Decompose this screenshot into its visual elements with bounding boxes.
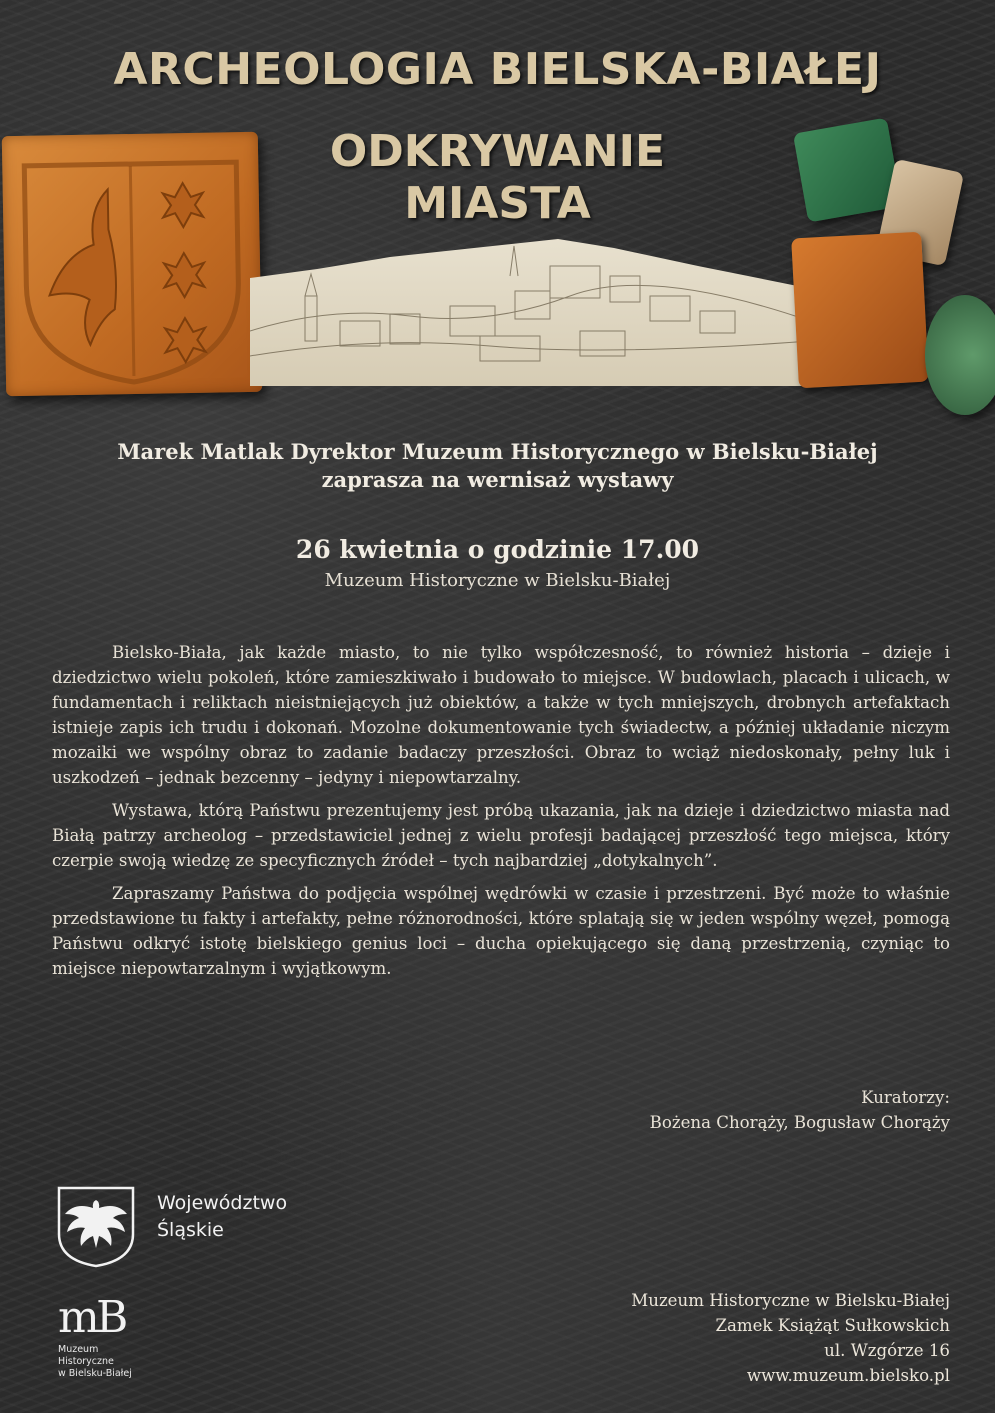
- subtitle-line-2: MIASTA: [404, 178, 591, 229]
- invitation-line-1: Marek Matlak Dyrektor Muzeum Historycznego w Bielsku-Białej: [117, 439, 878, 464]
- event-venue: Muzeum Historyczne w Bielsku-Białej: [324, 570, 671, 591]
- invitation-line-2: zaprasza na wernisaż wystawy: [321, 467, 674, 492]
- curators-label: Kuratorzy:: [861, 1088, 950, 1107]
- subtitle-line-1: ODKRYWANIE: [329, 126, 666, 177]
- paragraph-1: Bielsko-Biała, jak każde miasto, to nie tylko współczesność, to również historia – dzieje i dziedzictwo wielu pokoleń, które zamieszkiwało i budowało to miejsce. W budowlach, placach i ulicach, w fundamentach i reliktach nieistniejących już obiektów, a także w tych mniejszych, drobnych artefaktach istnieje zapis ich trudu i dokonań. Mozolne dokumentowanie tych świadectw, a później układanie niczym mozaiki we wspólny obraz to zadanie badaczy przeszłości. Obraz to wciąż niedoskonały, pełny luk i uszkodzeń – jednak bezcenny – jedyny i niepowtarzalny.: [52, 643, 950, 787]
- museum-logo-line-2: Historyczne: [58, 1356, 114, 1367]
- paragraph-2: Wystawa, którą Państwu prezentujemy jest próbą ukazania, jak na dzieje i dziedzictwo miasta nad Białą patrzy archeolog – przedstawiciel jednej z wielu profesji badającej przeszłość tego miejsca, który czerpie swoją wiedzę ze specyficznych źródeł – tych najbardziej „dotykalnych”.: [52, 801, 950, 870]
- town-panorama-icon: [250, 236, 810, 386]
- curators-block: [650, 1085, 950, 1135]
- region-name: [157, 1190, 287, 1244]
- orange-tile-fragment: [791, 232, 929, 389]
- exhibition-description: [52, 640, 950, 989]
- svg-text:m: m: [58, 1292, 100, 1340]
- address-line-2: Zamek Książąt Sułkowskich: [715, 1316, 950, 1335]
- invitation-text: [0, 438, 995, 494]
- curators-names: Bożena Chorąży, Bogusław Chorąży: [649, 1113, 950, 1132]
- coat-of-arms-relief-icon: [2, 132, 262, 396]
- museum-logo: [58, 1292, 133, 1344]
- ceramic-fragments-image: [790, 125, 995, 415]
- museum-logo-line-1: Muzeum: [58, 1344, 99, 1355]
- eagle-shield-icon: [57, 1186, 135, 1268]
- exhibition-title: ARCHEOLOGIA BIELSKA-BIAŁEJ: [113, 44, 882, 95]
- historic-town-engraving-image: [250, 236, 810, 386]
- event-date: 26 kwietnia o godzinie 17.00: [295, 535, 700, 564]
- svg-text:B: B: [96, 1292, 129, 1340]
- museum-logo-text: [58, 1344, 132, 1380]
- region-name-line-2: Śląskie: [157, 1219, 224, 1241]
- website-link[interactable]: www.muzeum.bielsko.pl: [746, 1366, 950, 1385]
- heraldic-tile-image: [2, 132, 262, 396]
- address-line-1: Muzeum Historyczne w Bielsku-Białej: [631, 1291, 950, 1310]
- address-line-3: ul. Wzgórze 16: [824, 1341, 950, 1360]
- green-plate-fragment: [925, 295, 995, 415]
- museum-address: [631, 1288, 950, 1388]
- museum-logo-line-3: w Bielsku-Białej: [58, 1368, 132, 1379]
- silesian-eagle-logo: [57, 1186, 135, 1272]
- mb-monogram-icon: [58, 1292, 133, 1340]
- region-name-line-1: Województwo: [157, 1192, 288, 1214]
- paragraph-3: Zapraszamy Państwa do podjęcia wspólnej wędrówki w czasie i przestrzeni. Być może to właśnie przedstawione tu fakty i artefakty, pełne różnorodności, które splatają się w jeden wspólny węzeł, pomogą Państwu odkryć istotę bielskiego genius loci – ducha opiekującego się daną przestrzenią, czyniąc to miejsce niepowtarzalnym i wyjątkowym.: [52, 884, 950, 978]
